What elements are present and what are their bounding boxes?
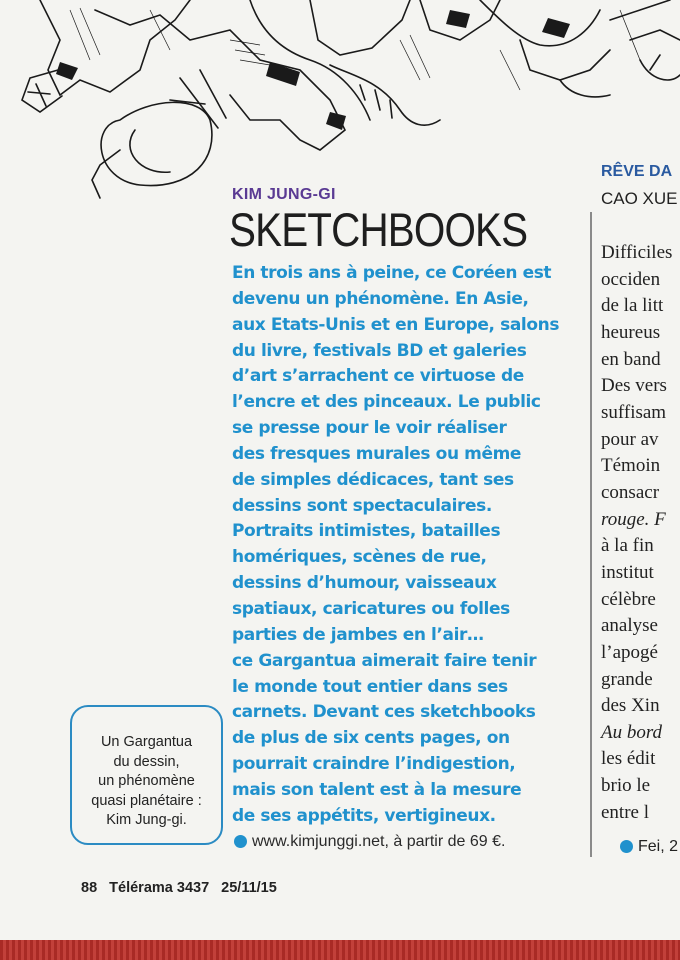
article-lead bbox=[232, 261, 582, 830]
image-caption bbox=[70, 733, 223, 831]
body-line: entre l bbox=[601, 801, 650, 823]
body-line: Des vers bbox=[601, 375, 667, 397]
lead-line: Portraits intimistes, batailles bbox=[232, 521, 501, 542]
lead-line: des fresques murales ou même bbox=[232, 443, 522, 464]
lead-line: spatiaux, caricatures ou folles bbox=[232, 598, 510, 619]
body-line: à la fin bbox=[601, 535, 654, 557]
lead-line: de ses appétits, vertigineux. bbox=[232, 805, 496, 826]
column-divider bbox=[590, 212, 592, 857]
bullet-icon bbox=[620, 840, 633, 853]
lead-line: parties de jambes en l’air… bbox=[232, 624, 484, 645]
body-line: brio le bbox=[601, 775, 651, 797]
body-line: heureus bbox=[601, 321, 661, 343]
body-line: Difficiles bbox=[601, 242, 673, 263]
lead-line: se presse pour le voir réaliser bbox=[232, 418, 507, 439]
lead-line: dessins sont spectaculaires. bbox=[232, 495, 492, 516]
body-line: analyse bbox=[601, 615, 658, 637]
lead-line: le monde tout entier dans ses bbox=[232, 676, 508, 697]
body-line: en band bbox=[601, 348, 661, 370]
caption-line: du dessin, bbox=[113, 753, 180, 770]
lead-line: mais son talent est à la mesure bbox=[232, 779, 522, 800]
caption-line: Un Gargantua bbox=[100, 734, 193, 750]
lead-line: homériques, scènes de rue, bbox=[232, 547, 487, 568]
next-article-body bbox=[601, 240, 672, 826]
caption-line: quasi planétaire : bbox=[91, 792, 202, 809]
body-line: pour av bbox=[601, 428, 659, 450]
issue-date: 25/11/15 bbox=[221, 880, 277, 896]
bullet-icon bbox=[234, 835, 247, 848]
lead-line: d’art s’arrachent ce virtuose de bbox=[232, 366, 524, 387]
background-fabric bbox=[0, 940, 680, 960]
body-line: Au bord bbox=[601, 721, 663, 743]
body-line: institut bbox=[601, 561, 654, 583]
lead-line: de plus de six cents pages, on bbox=[232, 728, 510, 749]
lead-line: l’encre et des pinceaux. Le public bbox=[232, 392, 541, 413]
body-line: Témoin bbox=[601, 455, 661, 477]
next-article-reference: Fei, 2 bbox=[638, 838, 679, 855]
body-line: de la litt bbox=[601, 295, 664, 317]
lead-line: ce Gargantua aimerait faire tenir bbox=[232, 650, 537, 671]
magazine-issue: Télérama 3437 bbox=[109, 880, 210, 896]
lead-line: de simples dédicaces, tant ses bbox=[232, 469, 514, 490]
next-article-subtitle: CAO XUE bbox=[601, 189, 678, 208]
page-footer bbox=[81, 880, 285, 896]
lead-line: dessins d’humour, vaisseaux bbox=[232, 573, 497, 594]
caption-line: Kim Jung-gi. bbox=[106, 812, 187, 828]
article-title: SKETCHBOOKS bbox=[229, 203, 528, 256]
caption-line: un phénomène bbox=[98, 773, 195, 789]
lead-line: aux Etats-Unis et en Europe, salons bbox=[232, 314, 560, 335]
lead-line: pourrait craindre l’indigestion, bbox=[232, 754, 516, 775]
body-line: grande bbox=[601, 668, 653, 690]
page-number: 88 bbox=[81, 880, 98, 896]
body-line: consacr bbox=[601, 481, 660, 503]
lead-line: En trois ans à peine, ce Coréen est bbox=[232, 263, 552, 283]
body-line: célèbre bbox=[601, 588, 656, 610]
body-line: occiden bbox=[601, 268, 661, 290]
lead-line: devenu un phénomène. En Asie, bbox=[232, 288, 529, 309]
body-line: les édit bbox=[601, 748, 656, 770]
next-article-title: RÊVE DA bbox=[601, 163, 673, 180]
lead-line: du livre, festivals BD et galeries bbox=[232, 340, 527, 361]
body-line: des Xin bbox=[601, 695, 660, 717]
ink-illustration bbox=[0, 0, 680, 200]
body-line: rouge. F bbox=[601, 508, 666, 530]
article-author: KIM JUNG-GI bbox=[232, 186, 336, 203]
lead-line: carnets. Devant ces sketchbooks bbox=[232, 702, 536, 723]
body-line: l’apogé bbox=[601, 641, 658, 663]
article-reference: www.kimjunggi.net, à partir de 69 €. bbox=[252, 833, 506, 850]
body-line: suffisam bbox=[601, 401, 667, 423]
